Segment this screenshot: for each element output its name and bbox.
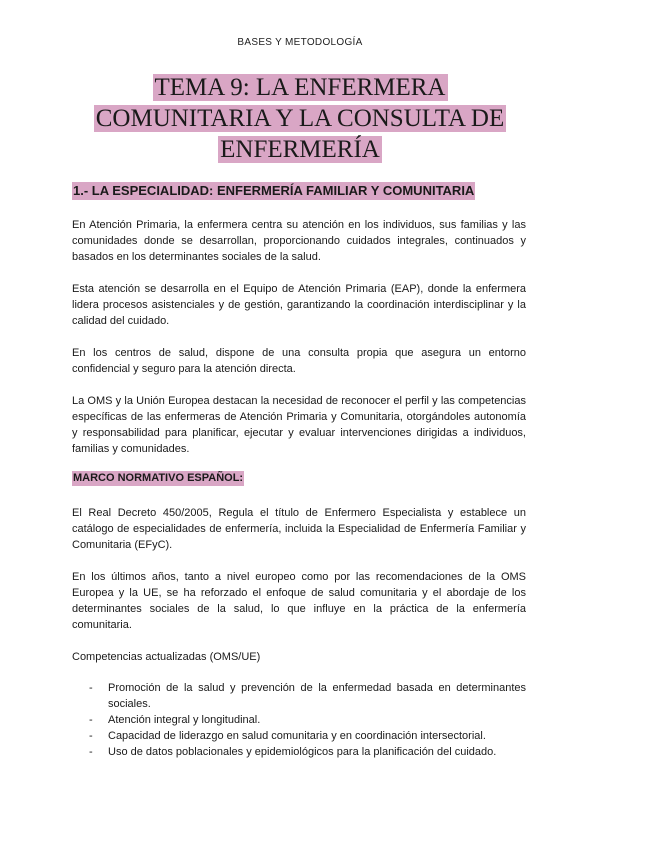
paragraph-atencion-primaria: En Atención Primaria, la enfermera centra su atención en los individuos, sus familias y las comunidades donde se desarrollan, proporcionando cuidados integrales, continuados y basados en los determinantes sociales de la salud.: [72, 219, 526, 263]
section-heading: [72, 183, 475, 198]
paragraph-oms-ue: La OMS y la Unión Europea destacan la necesidad de reconocer el perfil y las competencias específicas de las enfermeras de Atención Primaria y Comunitaria, otorgándoles autonomía y responsabilidad para planificar, ejecutar y evaluar intervenciones dirigidas a individuos, familias y comunidades.: [72, 395, 526, 455]
competencias-list: [89, 680, 526, 760]
section-heading-text: 1.- LA ESPECIALIDAD: ENFERMERÍA FAMILIAR Y COMUNITARIA: [73, 183, 475, 198]
list-item-text: Promoción de la salud y prevención de la enfermedad basada en determinantes sociales.: [108, 682, 526, 710]
page-title: [60, 72, 540, 165]
list-bullet: -: [89, 730, 93, 742]
paragraph-centros-salud: En los centros de salud, dispone de una consulta propia que asegura un entorno confidencial y seguro para la atención directa.: [72, 347, 526, 375]
list-item: [89, 744, 526, 760]
competencias-label: Competencias actualizadas (OMS/UE): [72, 651, 261, 663]
list-item: [89, 712, 526, 728]
running-header: BASES Y METODOLOGÍA: [237, 37, 363, 48]
list-bullet: -: [89, 746, 93, 758]
title-line-3: ENFERMERÍA: [220, 136, 380, 163]
list-item-text: Capacidad de liderazgo en salud comunitaria y en coordinación intersectorial.: [108, 730, 486, 742]
list-item: [89, 728, 526, 744]
paragraph-ultimos-anos: En los últimos años, tanto a nivel europeo como por las recomendaciones de la OMS Europea y la UE, se ha reforzado el enfoque de salud comunitaria y el abordaje de los determinantes sociales de la salud, lo que influye en la práctica de la enfermería comunitaria.: [72, 571, 526, 631]
list-item-text: Atención integral y longitudinal.: [108, 714, 261, 726]
title-line-1: TEMA 9: LA ENFERMERA: [154, 74, 446, 101]
paragraph-real-decreto: El Real Decreto 450/2005, Regula el título de Enfermero Especialista y establece un catálogo de especialidades de enfermería, incluida la Especialidad de Enfermería Familiar y Comunitaria (EFyC).: [72, 507, 526, 551]
list-item: [89, 680, 526, 712]
title-line-2: COMUNITARIA Y LA CONSULTA DE: [95, 105, 505, 132]
paragraph-eap: Esta atención se desarrolla en el Equipo de Atención Primaria (EAP), donde la enfermera lidera procesos asistenciales y de gestión, garantizando la coordinación interdisciplinar y la calidad del cuidado.: [72, 283, 526, 327]
list-bullet: -: [89, 714, 93, 726]
list-item-text: Uso de datos poblacionales y epidemiológicos para la planificación del cuidado.: [108, 746, 497, 758]
marco-normativo-heading: [72, 472, 244, 484]
list-bullet: -: [89, 682, 93, 694]
marco-normativo-heading-text: MARCO NORMATIVO ESPAÑOL:: [73, 472, 244, 484]
